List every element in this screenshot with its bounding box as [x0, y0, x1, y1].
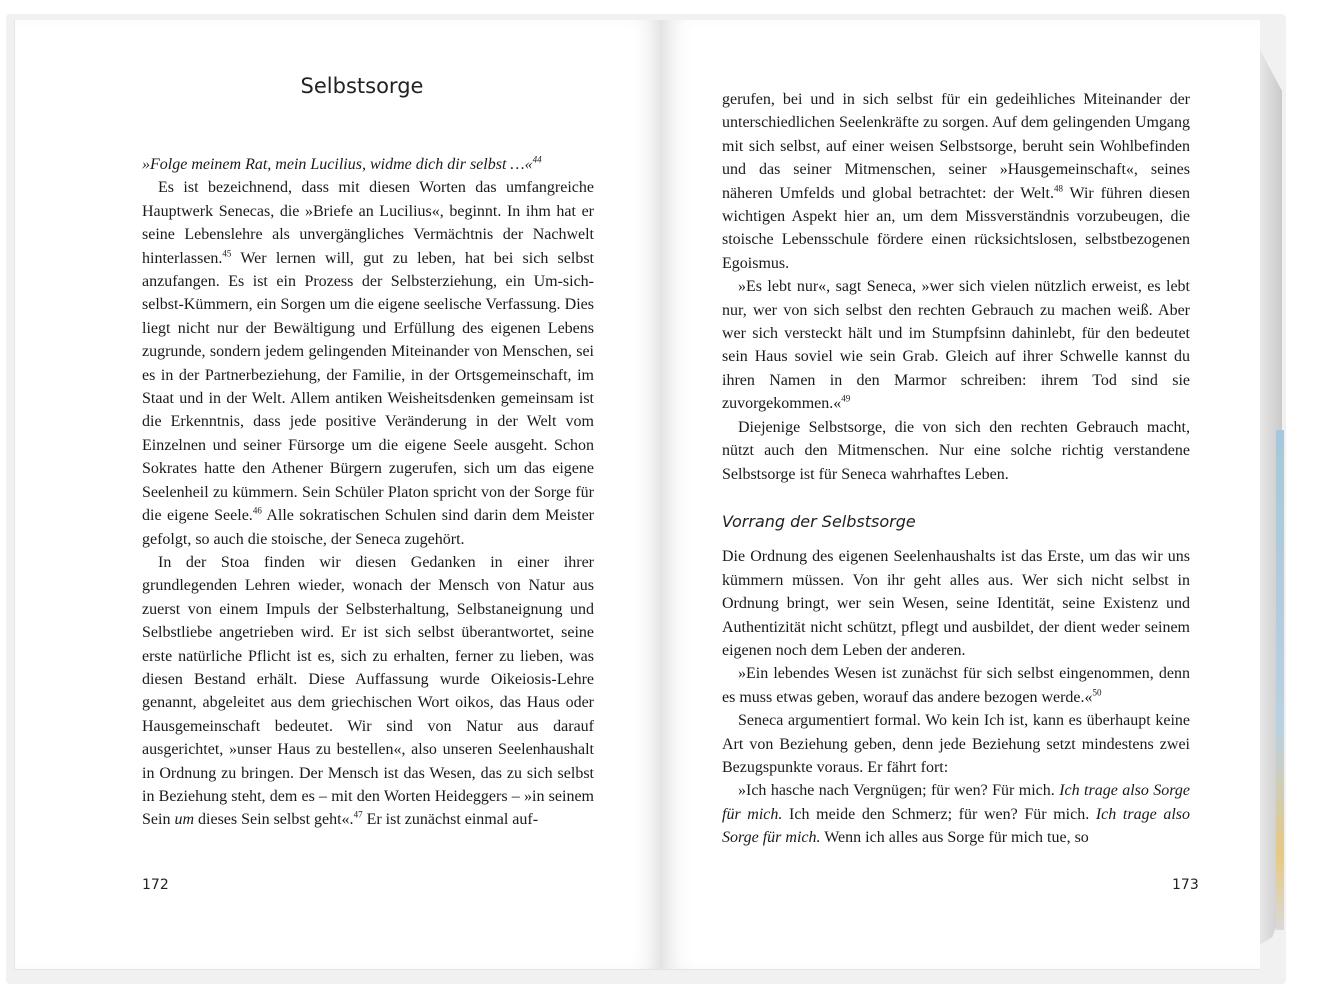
paragraph [142, 176, 594, 551]
paragraph [722, 275, 1190, 415]
left-page-text [142, 153, 594, 832]
epigraph [142, 153, 594, 176]
paragraph [722, 779, 1190, 849]
footnote-ref: 50 [1092, 687, 1102, 698]
paragraph-text: gerufen, bei und in sich selbst für ein gedeihliches Miteinander der unterschiedlichen Seelenkräfte zu sorgen. Auf dem gelingenden Umgang mit sich selbst, auf einer weisen Selbstsorge, beruht sein Wohlbefinden und das seiner Mitmenschen, seiner »Hausgemeinschaft«, seines näheren Umfelds und global betrachtet: der Welt. [722, 91, 1190, 202]
footnote-ref: 45 [222, 248, 232, 259]
paragraph [722, 662, 1190, 709]
paragraph [142, 551, 594, 832]
emphasis: Ich trage also Sorge für mich. [722, 782, 1190, 823]
footnote-ref: 47 [353, 810, 363, 821]
paragraph-text: Er ist zunächst einmal auf- [362, 811, 539, 829]
paragraph-text: Wir führen diesen wichtigen Aspekt hier an, um dem Missverständnis vorzubeugen, die stoische Lebensschule fördere einen rücksichtslosen, selbstbezogenen Egoismus. [722, 184, 1191, 272]
paragraph-text: Diejenige Selbstsorge, die von sich den rechten Gebrauch macht, nützt auch den Mitmenschen. Nur eine solche richtig verstandene Selbstsorge ist für Seneca wahrhaftes Leben. [722, 418, 1190, 483]
epigraph-text: »Folge meinem Rat, mein Lucilius, widme dich dir selbst …« [142, 156, 533, 173]
paragraph-text: Die Ordnung des eigenen Seelenhaushalts ist das Erste, um das wir uns kümmern müssen. Von ihr geht alles aus. Wer sich nicht selbst in Ordnung bringt, wer sein Wesen, seine Identität, seine Existenz und Authentizität nicht schützt, pflegt und ausbildet, der dient weder seinem eigenen noch dem Leben der anderen. [722, 548, 1190, 659]
paragraph-text: Ich meide den Schmerz; für wen? Für mich. [782, 805, 1096, 823]
paragraph-text: In der Stoa finden wir diesen Gedanken in einer ihrer grundlegenden Lehren wieder, wonach der Mensch von Natur aus zuerst von einem Impuls der Selbsterhaltung, Selbstaneignung und Selbstliebe angetrieben wird. Er ist sich selbst überantwortet, seine erste natürliche Pflicht ist es, sich zu erhalten, ferner zu lieben, was diesen Bestand erhält. Diese Auffassung wurde Oikeiosis-Lehre genannt, abgeleitet aus dem griechischen Wort oikos, das Haus oder Hausgemeinschaft bedeutet. Wir sind von Natur aus darauf ausgerichtet, »unser Haus zu bestellen«, also unseren Seelenhaushalt in Ordnung zu bringen. Der Mensch ist das Wesen, das zu sich selbst in Beziehung steht, dem es – mit den Worten Heideggers – »in seinem Sein [142, 553, 594, 829]
emphasis: um [174, 811, 195, 829]
paragraph-text: Wenn ich alles aus Sorge für mich tue, so [820, 829, 1089, 847]
emphasis: Ich trage also Sorge für mich. [722, 805, 1190, 847]
paragraph [722, 709, 1190, 779]
cover-edge [1276, 430, 1284, 930]
paragraph [722, 545, 1190, 662]
paragraph-text: »Es lebt nur«, sagt Seneca, »wer sich vielen nützlich erweist, es lebt nur, wer von sich selbst den rechten Gebrauch zu machen weiß. Aber wer sich versteckt hält und im Stumpfsinn dahinlebt, für den bedeutet sein Haus soviel wie sein Grab. Gleich auf ihrer Schwelle kannst du ihren Namen in den Marmor schreiben: ihrem Tod sind sie zuvorgekommen.« [722, 278, 1190, 413]
page-number-left: 172 [142, 877, 169, 893]
right-page-text [722, 88, 1190, 850]
running-head: Selbstsorge [300, 74, 424, 98]
paragraph-text: Seneca argumentiert formal. Wo kein Ich ist, kann es überhaupt keine Art von Beziehung geben, denn jede Beziehung setzt mindestens zwei Bezugspunkte voraus. Er fährt fort: [722, 712, 1190, 776]
footnote-ref: 46 [252, 505, 262, 516]
footnote-ref: 48 [1054, 183, 1064, 194]
paragraph [722, 416, 1190, 486]
paragraph-text: »Ein lebendes Wesen ist zunächst für sich selbst eingenommen, denn es muss etwas geben, worauf das andere bezogen werde.« [722, 665, 1190, 706]
paragraph [722, 88, 1190, 275]
paragraph-text: dieses Sein selbst geht«. [194, 811, 354, 829]
paragraph-text: »Ich hasche nach Vergnügen; für wen? Für mich. [738, 782, 1060, 800]
paragraph-text: Alle sokratischen Schulen sind darin dem Meister gefolgt, so auch die stoische, der Seneca zugehört. [142, 507, 594, 548]
footnote-ref: 44 [532, 154, 542, 165]
paragraph-text: Wer lernen will, gut zu leben, hat bei sich selbst anzufangen. Es ist ein Prozess der Selbsterziehung, ein Um-sich-selbst-Kümmern, ein Sorgen um die eigene seelische Verfassung. Dies liegt nicht nur der Bewältigung und Erfüllung des eigenen Lebens zugrunde, sondern jedem gelingenden Miteinander von Menschen, sei es in der Partnerbeziehung, der Familie, in der Ortsgemeinschaft, im Staat und in der Welt. Allem antiken Weisheitsdenken gemeinsam ist die Erkenntnis, dass jede positive Veränderung in der Welt vom Einzelnen und seiner Fürsorge um die eigene Seele ausgeht. Schon Sokrates hatte den Athener Bürgern zugerufen, sich um das eigene Seelenheil zu kümmern. Sein Schüler Platon spricht von der Sorge für die eigene Seele. [142, 249, 594, 525]
section-heading: Vorrang der Selbstsorge [722, 511, 916, 531]
page-number-right: 173 [1172, 877, 1199, 893]
paragraph-text: Es ist bezeichnend, dass mit diesen Worten das umfangreiche Hauptwerk Senecas, die »Briefe an Lucilius«, beginnt. In ihm hat er seine Lebenslehre als unvergängliches Vermächtnis der Nachwelt hinterlassen. [142, 179, 594, 267]
footnote-ref: 49 [841, 393, 851, 404]
